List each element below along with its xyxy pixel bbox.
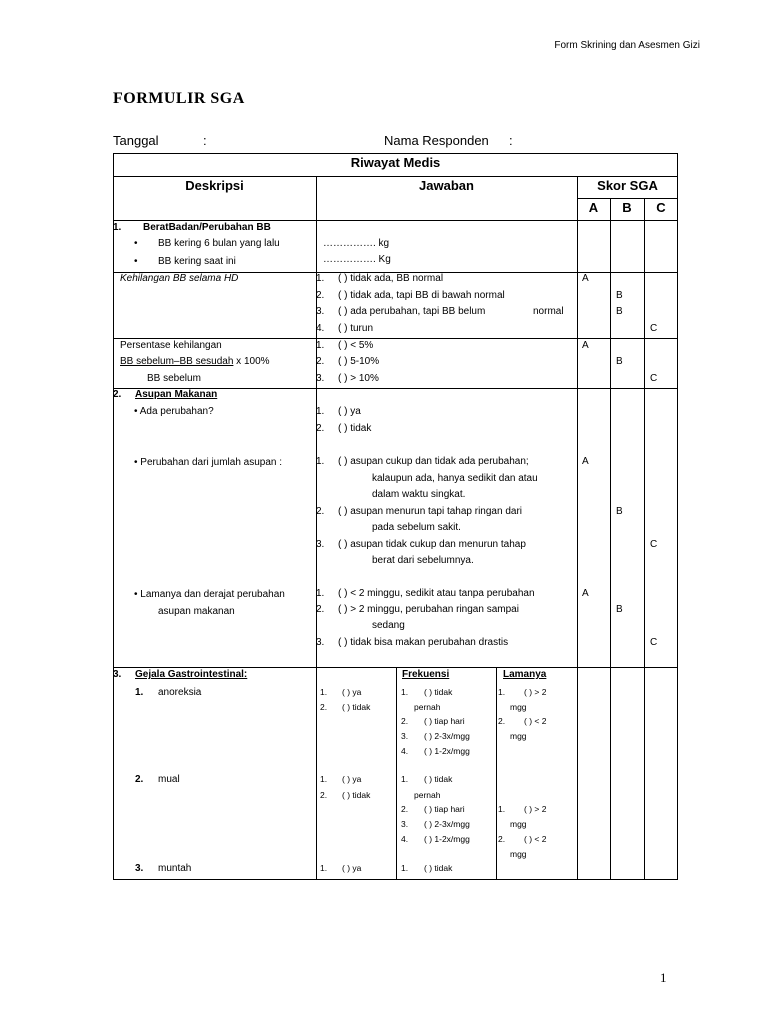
jumlah-option[interactable]: ( ) asupan tidak cukup dan menurun tahap — [338, 539, 526, 550]
score-mark: B — [616, 306, 623, 317]
option-num: 4. — [401, 834, 409, 844]
col-skor: Skor SGA — [597, 178, 658, 193]
score-mark: C — [650, 323, 658, 334]
anoreksia-frek-4[interactable]: ( ) 1-2x/mgg — [424, 746, 470, 756]
jumlah-option-cont: berat dari sebelumnya. — [372, 555, 474, 566]
score-mark: A — [582, 273, 589, 284]
persen-denominator: BB sebelum — [147, 373, 201, 384]
bb-kering-label: BB kering saat ini — [158, 256, 236, 267]
sec3-num: 3. — [113, 669, 122, 680]
rule — [113, 176, 678, 177]
option-num: 3. — [316, 373, 325, 384]
page-title: FORMULIR SGA — [113, 90, 245, 107]
q-perubahan-jumlah: • Perubahan dari jumlah asupan : — [134, 457, 283, 468]
score-mark: A — [582, 456, 589, 467]
anoreksia-tidak[interactable]: ( ) tidak — [342, 702, 371, 712]
persen-numerator: BB sebelum–BB sesudah — [120, 356, 234, 367]
persen-formula — [120, 356, 270, 367]
option-num: 3. — [316, 306, 325, 317]
sec1-num: 1. — [113, 222, 122, 233]
persen-option[interactable]: ( ) > 10% — [338, 373, 379, 384]
lama-unit: mgg — [510, 702, 527, 712]
option-num: 1. — [498, 687, 506, 697]
option-num: 3. — [401, 731, 409, 741]
col-divider — [396, 667, 397, 880]
bullet: • — [134, 238, 138, 249]
option-num: 2. — [316, 604, 325, 615]
option-num: 3. — [316, 539, 325, 550]
gejala-num: 1. — [135, 687, 144, 698]
skor-c: C — [656, 200, 666, 215]
lamanya-option[interactable]: ( ) tidak bisa makan perubahan drastis — [338, 637, 509, 648]
persen-multiplier: x 100% — [233, 356, 270, 367]
sec3-title: Gejala Gastrointestinal: — [135, 669, 248, 680]
option-num: 3. — [401, 819, 409, 829]
gejala-anoreksia: anoreksia — [158, 687, 202, 698]
responden-colon: : — [509, 133, 513, 148]
jumlah-option-cont: pada sebelum sakit. — [372, 522, 461, 533]
option-num: 2. — [498, 716, 506, 726]
anoreksia-frek-3[interactable]: ( ) 2-3x/mgg — [424, 731, 470, 741]
form-header-label: Form Skrining dan Asesmen Gizi — [554, 40, 700, 51]
gejala-num: 2. — [135, 774, 144, 785]
frekuensi-header: Frekuensi — [402, 669, 450, 680]
option-num: 4. — [401, 746, 409, 756]
col-divider — [644, 198, 645, 880]
mual-lama-2[interactable]: ( ) < 2 — [524, 834, 547, 844]
option-num: 1. — [316, 273, 325, 284]
option-num: 1. — [316, 406, 325, 417]
persen-option[interactable]: ( ) 5-10% — [338, 356, 380, 367]
col-divider — [610, 198, 611, 880]
col-jawaban: Jawaban — [419, 178, 474, 193]
tanggal-label: Tanggal — [113, 133, 159, 148]
option-num: 2. — [316, 423, 325, 434]
lama-unit: mgg — [510, 819, 527, 829]
mual-frek-4[interactable]: ( ) 1-2x/mgg — [424, 834, 470, 844]
lamanya-option-cont: sedang — [372, 620, 405, 631]
anoreksia-lama-2[interactable]: ( ) < 2 — [524, 716, 547, 726]
option-num: 2. — [316, 290, 325, 301]
mual-ya[interactable]: ( ) ya — [342, 774, 362, 784]
score-mark: C — [650, 539, 658, 550]
page-number: 1 — [660, 970, 667, 985]
option-num: 1. — [401, 863, 409, 873]
frek-cont: pernah — [414, 790, 441, 800]
col-deskripsi: Deskripsi — [185, 178, 244, 193]
score-mark: A — [582, 340, 589, 351]
option-num: 2. — [498, 834, 506, 844]
option-num: 1. — [320, 774, 328, 784]
frek-cont: pernah — [414, 702, 441, 712]
option-num: 1. — [498, 804, 506, 814]
lama-unit: mgg — [510, 731, 527, 741]
option-num: 4. — [316, 323, 325, 334]
bb-6bulan-label: BB kering 6 bulan yang lalu — [158, 238, 280, 249]
option-num: 2. — [320, 702, 328, 712]
kehilangan-option[interactable]: ( ) ada perubahan, tapi BB belum — [338, 306, 486, 317]
mual-tidak[interactable]: ( ) tidak — [342, 790, 371, 800]
score-mark: B — [616, 356, 623, 367]
jumlah-option-cont: dalam waktu singkat. — [372, 489, 466, 500]
gejala-num: 3. — [135, 863, 144, 874]
option-num: 1. — [401, 687, 409, 697]
anoreksia-lama-1[interactable]: ( ) > 2 — [524, 687, 547, 697]
lama-unit: mgg — [510, 849, 527, 859]
option-num: 2. — [320, 790, 328, 800]
table-heading: Riwayat Medis — [350, 155, 441, 170]
q-lamanya-cont: asupan makanan — [158, 606, 235, 617]
persen-option[interactable]: ( ) < 5% — [338, 340, 374, 351]
q-ada-perubahan: • Ada perubahan? — [134, 406, 214, 417]
kehilangan-option[interactable]: ( ) tidak ada, tapi BB di bawah normal — [338, 290, 505, 301]
sec1-title: BeratBadan/Perubahan BB — [143, 222, 271, 233]
rule — [113, 338, 678, 339]
skor-a: A — [588, 200, 599, 215]
jumlah-option[interactable]: ( ) asupan menurun tapi tahap ringan dari — [338, 506, 523, 517]
option-num: 2. — [401, 804, 409, 814]
lamanya-option[interactable]: ( ) > 2 minggu, perubahan ringan sampai — [338, 604, 519, 615]
score-mark: C — [650, 373, 658, 384]
option-num: 2. — [316, 506, 325, 517]
anoreksia-frek-2[interactable]: ( ) tiap hari — [424, 716, 465, 726]
ada-perubahan-option[interactable]: ( ) tidak — [338, 423, 372, 434]
score-mark: B — [616, 290, 623, 301]
muntah-ya[interactable]: ( ) ya — [342, 863, 362, 873]
kehilangan-option[interactable]: ( ) turun — [338, 323, 374, 334]
score-mark: A — [582, 588, 589, 599]
lamanya-option[interactable]: ( ) < 2 minggu, sedikit atau tanpa perubahan — [338, 588, 535, 599]
gejala-muntah: muntah — [158, 863, 192, 874]
kehilangan-label: Kehilangan BB selama HD — [120, 273, 239, 284]
mual-frek-3[interactable]: ( ) 2-3x/mgg — [424, 819, 470, 829]
muntah-frek-1[interactable]: ( ) tidak — [424, 863, 453, 873]
option-num: 1. — [401, 774, 409, 784]
option-num: 2. — [401, 716, 409, 726]
mual-lama-1[interactable]: ( ) > 2 — [524, 804, 547, 814]
score-mark: B — [616, 604, 623, 615]
sec2-num: 2. — [113, 389, 122, 400]
anoreksia-frek-1[interactable]: ( ) tidak — [424, 687, 453, 697]
ada-perubahan-option[interactable]: ( ) ya — [338, 406, 361, 417]
jumlah-option[interactable]: ( ) asupan cukup dan tidak ada perubahan; — [338, 456, 529, 467]
score-mark: C — [650, 637, 658, 648]
col-divider — [577, 176, 578, 880]
jumlah-option-cont: kalaupun ada, hanya sedikit dan atau — [372, 473, 538, 484]
option-num: 1. — [320, 863, 328, 873]
score-mark: B — [616, 506, 623, 517]
col-divider — [496, 667, 497, 880]
q-lamanya: • Lamanya dan derajat perubahan — [134, 589, 285, 600]
kehilangan-option[interactable]: ( ) tidak ada, BB normal — [338, 273, 444, 284]
rule — [577, 198, 678, 199]
bb-6bulan-field[interactable]: ……………. kg — [323, 238, 390, 249]
skor-b: B — [622, 200, 632, 215]
option-num: 2. — [316, 356, 325, 367]
option-num: 1. — [316, 340, 325, 351]
option-num: 3. — [316, 637, 325, 648]
anoreksia-ya[interactable]: ( ) ya — [342, 687, 362, 697]
mual-frek-1[interactable]: ( ) tidak — [424, 774, 453, 784]
bullet: • — [134, 256, 138, 267]
gejala-mual: mual — [158, 774, 180, 785]
responden-label: Nama Responden — [384, 133, 489, 148]
lamanya-header: Lamanya — [503, 669, 547, 680]
mual-frek-2[interactable]: ( ) tiap hari — [424, 804, 465, 814]
option-num: 1. — [316, 456, 325, 467]
tanggal-colon: : — [203, 133, 207, 148]
option-num: 1. — [316, 588, 325, 599]
rule — [113, 220, 678, 221]
option-num: 1. — [320, 687, 328, 697]
bb-kering-field[interactable]: ……………. Kg — [323, 254, 391, 265]
sec2-title: Asupan Makanan — [135, 389, 218, 400]
kehilangan-option-cont: normal — [533, 306, 564, 317]
persen-label: Persentase kehilangan — [120, 340, 222, 351]
